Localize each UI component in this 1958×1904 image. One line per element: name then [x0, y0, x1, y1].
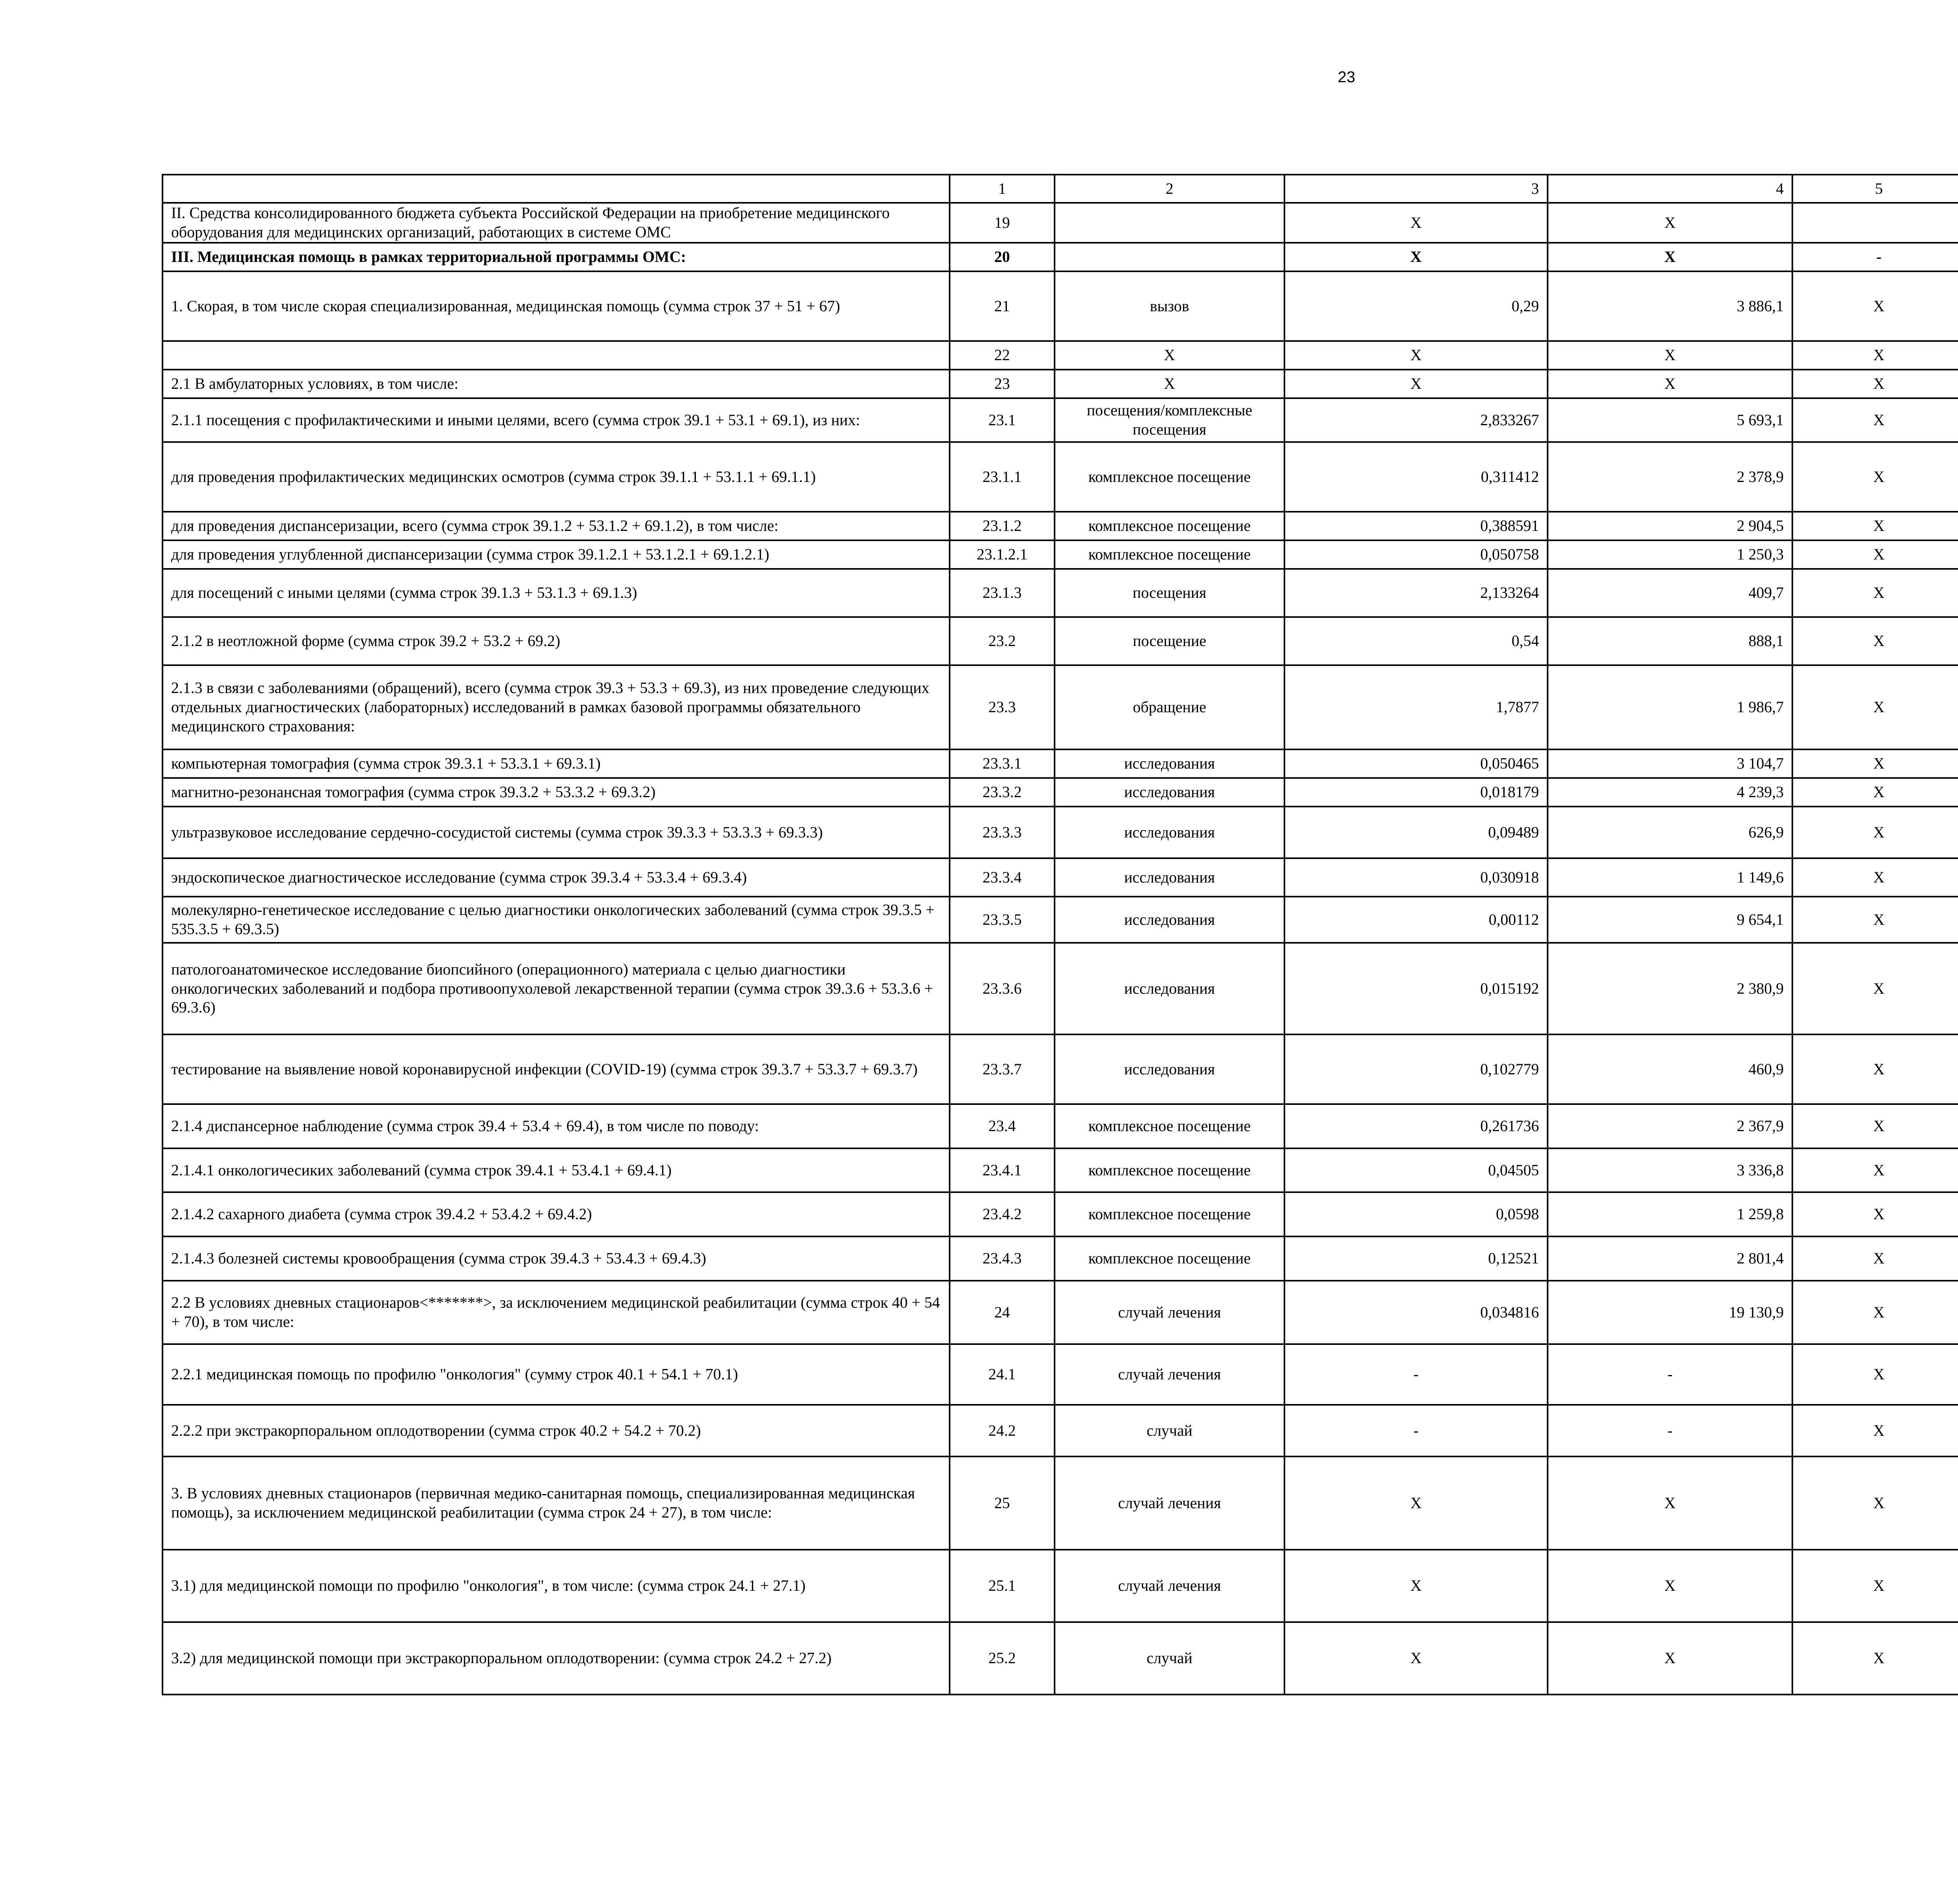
cell-unit: комплексное посещение — [1055, 1104, 1284, 1148]
table-row — [163, 1456, 1958, 1550]
cell-cost-norm: 9 654,1 — [1548, 897, 1792, 943]
page-number: 23 — [1338, 69, 1355, 86]
cell-cost-norm: 2 801,4 — [1548, 1236, 1792, 1281]
cell-unit — [1055, 243, 1284, 271]
table-row — [163, 897, 1958, 943]
cell-volume-norm: - — [1284, 1405, 1548, 1456]
cell-volume-norm: 0,29 — [1284, 271, 1548, 341]
table-row — [163, 1405, 1958, 1456]
table-row — [163, 1344, 1958, 1405]
cell-cost-norm: 1 149,6 — [1548, 858, 1792, 897]
column-number-description — [163, 175, 950, 203]
cell-unit: исследования — [1055, 858, 1284, 897]
cell-volume-norm: 0,311412 — [1284, 442, 1548, 512]
cell-cost-norm: 1 259,8 — [1548, 1192, 1792, 1236]
column-number-row — [163, 175, 1958, 203]
cell-line-code: 23.3.1 — [950, 749, 1055, 778]
cell-description: компьютерная томография (сумма строк 39.3.1 + 53.3.1 + 69.3.1) — [163, 749, 950, 778]
table-row — [163, 858, 1958, 897]
cell-volume-norm: 0,00112 — [1284, 897, 1548, 943]
cell-line-code: 23.3.6 — [950, 943, 1055, 1034]
table-row — [163, 1148, 1958, 1192]
cell-cost-norm: 5 693,1 — [1548, 398, 1792, 442]
cell-per-capita-budget: Х — [1792, 1405, 1958, 1456]
cell-description: для проведения диспансеризации, всего (сумма строк 39.1.2 + 53.1.2 + 69.1.2), в том числе: — [163, 512, 950, 540]
cell-cost-norm: 4 239,3 — [1548, 778, 1792, 807]
cell-cost-norm: Х — [1548, 203, 1792, 243]
cell-per-capita-budget: Х — [1792, 778, 1958, 807]
cell-unit: комплексное посещение — [1055, 540, 1284, 569]
table-row — [163, 807, 1958, 858]
cell-volume-norm: 0,54 — [1284, 617, 1548, 665]
cell-line-code: 23.4.3 — [950, 1236, 1055, 1281]
cell-line-code: 23.1.1 — [950, 442, 1055, 512]
cell-per-capita-budget: Х — [1792, 370, 1958, 398]
cell-volume-norm: 0,034816 — [1284, 1281, 1548, 1344]
cell-per-capita-budget: Х — [1792, 665, 1958, 749]
cell-volume-norm: 0,261736 — [1284, 1104, 1548, 1148]
cell-unit: комплексное посещение — [1055, 512, 1284, 540]
cell-per-capita-budget: Х — [1792, 1192, 1958, 1236]
cell-cost-norm: - — [1548, 1344, 1792, 1405]
cell-per-capita-budget: Х — [1792, 1550, 1958, 1622]
cell-description: для проведения профилактических медицинских осмотров (сумма строк 39.1.1 + 53.1.1 + 69.1.1) — [163, 442, 950, 512]
cell-per-capita-budget: Х — [1792, 271, 1958, 341]
column-number-line-code: 1 — [950, 175, 1055, 203]
cell-description: 3. В условиях дневных стационаров (первичная медико-санитарная помощь, специализированная медицинская помощь), за исключением медицинской реабилитации (сумма строк 24 + 27), в том числе: — [163, 1456, 950, 1550]
cell-per-capita-budget: Х — [1792, 897, 1958, 943]
cell-unit: исследования — [1055, 1034, 1284, 1104]
column-number-cost-norm: 4 — [1548, 175, 1792, 203]
cell-cost-norm: 3 886,1 — [1548, 271, 1792, 341]
cell-volume-norm: Х — [1284, 341, 1548, 370]
cell-description: для проведения углубленной диспансеризации (сумма строк 39.1.2.1 + 53.1.2.1 + 69.1.2.1) — [163, 540, 950, 569]
table-row — [163, 1104, 1958, 1148]
cell-description: 2.1.4.1 онкологичесиких заболеваний (сумма строк 39.4.1 + 53.4.1 + 69.4.1) — [163, 1148, 950, 1192]
cell-unit: исследования — [1055, 807, 1284, 858]
cell-line-code: 22 — [950, 341, 1055, 370]
cell-line-code: 23.1.2.1 — [950, 540, 1055, 569]
cell-description: 1. Скорая, в том числе скорая специализированная, медицинская помощь (сумма строк 37 + 51 + 67) — [163, 271, 950, 341]
table-row — [163, 512, 1958, 540]
cell-line-code: 25.2 — [950, 1622, 1055, 1695]
table-row — [163, 617, 1958, 665]
medical-care-table — [162, 174, 1958, 1695]
cell-per-capita-budget: Х — [1792, 1281, 1958, 1344]
cell-volume-norm: Х — [1284, 370, 1548, 398]
cell-line-code: 23.1 — [950, 398, 1055, 442]
cell-volume-norm: 0,09489 — [1284, 807, 1548, 858]
table-row — [163, 1281, 1958, 1344]
cell-line-code: 23.1.3 — [950, 569, 1055, 617]
cell-unit: посещение — [1055, 617, 1284, 665]
cell-per-capita-budget: Х — [1792, 442, 1958, 512]
cell-description: 2.2.1 медицинская помощь по профилю "онкология" (сумму строк 40.1 + 54.1 + 70.1) — [163, 1344, 950, 1405]
table-row — [163, 1192, 1958, 1236]
table-row — [163, 271, 1958, 341]
cell-line-code: 23.3.4 — [950, 858, 1055, 897]
cell-per-capita-budget: Х — [1792, 540, 1958, 569]
cell-description: III. Медицинская помощь в рамках территориальной программы ОМС: — [163, 243, 950, 271]
table-row — [163, 569, 1958, 617]
cell-line-code: 23.3.3 — [950, 807, 1055, 858]
cell-unit: вызов — [1055, 271, 1284, 341]
cell-description: II. Средства консолидированного бюджета субъекта Российской Федерации на приобретение медицинского оборудования для медицинских организаций, работающих в системе ОМС — [163, 203, 950, 243]
table-row — [163, 370, 1958, 398]
cell-description: молекулярно-генетическое исследование с целью диагностики онкологических заболеваний (сумма строк 39.3.5 + 535.3.5 + 69.3.5) — [163, 897, 950, 943]
cell-line-code: 21 — [950, 271, 1055, 341]
cell-description: 2.2 В условиях дневных стационаров<*******>, за исключением медицинской реабилитации (сумма строк 40 + 54 + 70), в том числе: — [163, 1281, 950, 1344]
table-row — [163, 778, 1958, 807]
table-row — [163, 243, 1958, 271]
cell-volume-norm: Х — [1284, 1456, 1548, 1550]
cell-per-capita-budget: Х — [1792, 943, 1958, 1034]
cell-line-code: 23.2 — [950, 617, 1055, 665]
cell-volume-norm: 0,050465 — [1284, 749, 1548, 778]
cell-line-code: 23.3 — [950, 665, 1055, 749]
cell-cost-norm: 2 378,9 — [1548, 442, 1792, 512]
cell-volume-norm: 0,050758 — [1284, 540, 1548, 569]
cell-line-code: 23.4.1 — [950, 1148, 1055, 1192]
cell-description: тестирование на выявление новой коронавирусной инфекции (COVID-19) (сумма строк 39.3.7 + 53.3.7 + 69.3.7) — [163, 1034, 950, 1104]
cell-unit: исследования — [1055, 943, 1284, 1034]
cell-cost-norm: Х — [1548, 1622, 1792, 1695]
cell-volume-norm: - — [1284, 1344, 1548, 1405]
cell-unit: случай — [1055, 1622, 1284, 1695]
cell-volume-norm: Х — [1284, 1622, 1548, 1695]
cell-cost-norm: Х — [1548, 370, 1792, 398]
cell-cost-norm: Х — [1548, 341, 1792, 370]
cell-description: 2.1.1 посещения с профилактическими и иными целями, всего (сумма строк 39.1 + 53.1 + 69.1), из них: — [163, 398, 950, 442]
column-number-per-capita-budget: 5 — [1792, 175, 1958, 203]
cell-per-capita-budget: Х — [1792, 398, 1958, 442]
cell-per-capita-budget: Х — [1792, 617, 1958, 665]
cell-unit: Х — [1055, 370, 1284, 398]
cell-unit: посещения/комплексные посещения — [1055, 398, 1284, 442]
cell-per-capita-budget: Х — [1792, 512, 1958, 540]
cell-description: ультразвуковое исследование сердечно-сосудистой системы (сумма строк 39.3.3 + 53.3.3 + 69.3.3) — [163, 807, 950, 858]
cell-description: эндоскопическое диагностическое исследование (сумма строк 39.3.4 + 53.3.4 + 69.3.4) — [163, 858, 950, 897]
cell-line-code: 19 — [950, 203, 1055, 243]
table-row — [163, 1034, 1958, 1104]
cell-description — [163, 341, 950, 370]
column-number-volume-norm: 3 — [1284, 175, 1548, 203]
cell-unit — [1055, 203, 1284, 243]
cell-volume-norm: 2,133264 — [1284, 569, 1548, 617]
cell-cost-norm: 409,7 — [1548, 569, 1792, 617]
cell-volume-norm: Х — [1284, 243, 1548, 271]
cell-cost-norm: 3 104,7 — [1548, 749, 1792, 778]
cell-per-capita-budget — [1792, 203, 1958, 243]
cell-unit: комплексное посещение — [1055, 1148, 1284, 1192]
cell-cost-norm: 2 904,5 — [1548, 512, 1792, 540]
cell-line-code: 25 — [950, 1456, 1055, 1550]
cell-cost-norm: 888,1 — [1548, 617, 1792, 665]
cell-volume-norm: 0,018179 — [1284, 778, 1548, 807]
cell-cost-norm: 2 367,9 — [1548, 1104, 1792, 1148]
cell-volume-norm: 0,030918 — [1284, 858, 1548, 897]
cell-unit: посещения — [1055, 569, 1284, 617]
cell-cost-norm: Х — [1548, 1550, 1792, 1622]
cell-cost-norm: 19 130,9 — [1548, 1281, 1792, 1344]
cell-cost-norm: 1 250,3 — [1548, 540, 1792, 569]
cell-line-code: 20 — [950, 243, 1055, 271]
cell-line-code: 23.1.2 — [950, 512, 1055, 540]
cell-line-code: 23.4 — [950, 1104, 1055, 1148]
cell-volume-norm: Х — [1284, 1550, 1548, 1622]
cell-volume-norm: 0,04505 — [1284, 1148, 1548, 1192]
cell-unit: случай лечения — [1055, 1456, 1284, 1550]
cell-per-capita-budget: - — [1792, 243, 1958, 271]
cell-volume-norm: 0,015192 — [1284, 943, 1548, 1034]
cell-cost-norm: 626,9 — [1548, 807, 1792, 858]
cell-per-capita-budget: Х — [1792, 1236, 1958, 1281]
cell-line-code: 24.1 — [950, 1344, 1055, 1405]
cell-per-capita-budget: Х — [1792, 749, 1958, 778]
cell-line-code: 23.3.5 — [950, 897, 1055, 943]
cell-cost-norm: - — [1548, 1405, 1792, 1456]
cell-line-code: 23.3.2 — [950, 778, 1055, 807]
table-row — [163, 398, 1958, 442]
cell-cost-norm: 1 986,7 — [1548, 665, 1792, 749]
cell-unit: комплексное посещение — [1055, 1236, 1284, 1281]
table-row — [163, 1236, 1958, 1281]
cell-per-capita-budget: Х — [1792, 1622, 1958, 1695]
cell-per-capita-budget: Х — [1792, 1104, 1958, 1148]
column-number-unit: 2 — [1055, 175, 1284, 203]
cell-line-code: 25.1 — [950, 1550, 1055, 1622]
cell-unit: комплексное посещение — [1055, 442, 1284, 512]
cell-unit: случай лечения — [1055, 1281, 1284, 1344]
cell-per-capita-budget: Х — [1792, 1148, 1958, 1192]
cell-per-capita-budget: Х — [1792, 858, 1958, 897]
table-row — [163, 665, 1958, 749]
table-row — [163, 1550, 1958, 1622]
cell-cost-norm: 2 380,9 — [1548, 943, 1792, 1034]
cell-per-capita-budget: Х — [1792, 1344, 1958, 1405]
cell-per-capita-budget: Х — [1792, 569, 1958, 617]
cell-per-capita-budget: Х — [1792, 341, 1958, 370]
cell-line-code: 23.4.2 — [950, 1192, 1055, 1236]
cell-description: магнитно-резонансная томография (сумма строк 39.3.2 + 53.3.2 + 69.3.2) — [163, 778, 950, 807]
cell-per-capita-budget: Х — [1792, 1456, 1958, 1550]
cell-line-code: 24 — [950, 1281, 1055, 1344]
table-row — [163, 203, 1958, 243]
cell-description: 2.1.4 диспансерное наблюдение (сумма строк 39.4 + 53.4 + 69.4), в том числе по поводу: — [163, 1104, 950, 1148]
table-row — [163, 442, 1958, 512]
table-row — [163, 540, 1958, 569]
cell-volume-norm: 0,12521 — [1284, 1236, 1548, 1281]
cell-volume-norm: 1,7877 — [1284, 665, 1548, 749]
table-row — [163, 1622, 1958, 1695]
cell-description: 2.1.4.3 болезней системы кровообращения (сумма строк 39.4.3 + 53.4.3 + 69.4.3) — [163, 1236, 950, 1281]
cell-unit: исследования — [1055, 778, 1284, 807]
cell-description: 2.1 В амбулаторных условиях, в том числе: — [163, 370, 950, 398]
cell-unit: случай лечения — [1055, 1550, 1284, 1622]
cell-description: 3.1) для медицинской помощи по профилю "онкология", в том числе: (сумма строк 24.1 + 27.1) — [163, 1550, 950, 1622]
cell-unit: случай лечения — [1055, 1344, 1284, 1405]
cell-unit: исследования — [1055, 749, 1284, 778]
cell-description: 3.2) для медицинской помощи при экстракорпоральном оплодотворении: (сумма строк 24.2 + 27.2) — [163, 1622, 950, 1695]
cell-line-code: 23 — [950, 370, 1055, 398]
cell-volume-norm: 0,0598 — [1284, 1192, 1548, 1236]
cell-unit: обращение — [1055, 665, 1284, 749]
cell-unit: Х — [1055, 341, 1284, 370]
cell-per-capita-budget: Х — [1792, 807, 1958, 858]
cell-unit: случай — [1055, 1405, 1284, 1456]
cell-volume-norm: 0,102779 — [1284, 1034, 1548, 1104]
cell-cost-norm: 3 336,8 — [1548, 1148, 1792, 1192]
table-row — [163, 341, 1958, 370]
cell-description: 2.1.4.2 сахарного диабета (сумма строк 39.4.2 + 53.4.2 + 69.4.2) — [163, 1192, 950, 1236]
cell-description: 2.2.2 при экстракорпоральном оплодотворении (сумма строк 40.2 + 54.2 + 70.2) — [163, 1405, 950, 1456]
cell-description: патологоанатомическое исследование биопсийного (операционного) материала с целью диагностики онкологических заболеваний и подбора противоопухолевой лекарственной терапии (сумма строк 39.3.6 + 53.3.6 + 69.3.6) — [163, 943, 950, 1034]
table-row — [163, 943, 1958, 1034]
table-row — [163, 749, 1958, 778]
cell-line-code: 24.2 — [950, 1405, 1055, 1456]
cell-cost-norm: 460,9 — [1548, 1034, 1792, 1104]
cell-per-capita-budget: Х — [1792, 1034, 1958, 1104]
cell-cost-norm: Х — [1548, 1456, 1792, 1550]
cell-description: для посещений с иными целями (сумма строк 39.1.3 + 53.1.3 + 69.1.3) — [163, 569, 950, 617]
cell-description: 2.1.2 в неотложной форме (сумма строк 39.2 + 53.2 + 69.2) — [163, 617, 950, 665]
cell-volume-norm: 2,833267 — [1284, 398, 1548, 442]
cell-volume-norm: Х — [1284, 203, 1548, 243]
cell-cost-norm: Х — [1548, 243, 1792, 271]
cell-unit: исследования — [1055, 897, 1284, 943]
cell-volume-norm: 0,388591 — [1284, 512, 1548, 540]
cell-unit: комплексное посещение — [1055, 1192, 1284, 1236]
cell-description: 2.1.3 в связи с заболеваниями (обращений), всего (сумма строк 39.3 + 53.3 + 69.3), из них проведение следующих отдельных диагностических (лабораторных) исследований в рамках базовой программы обязательного медицинского страхования: — [163, 665, 950, 749]
cell-line-code: 23.3.7 — [950, 1034, 1055, 1104]
